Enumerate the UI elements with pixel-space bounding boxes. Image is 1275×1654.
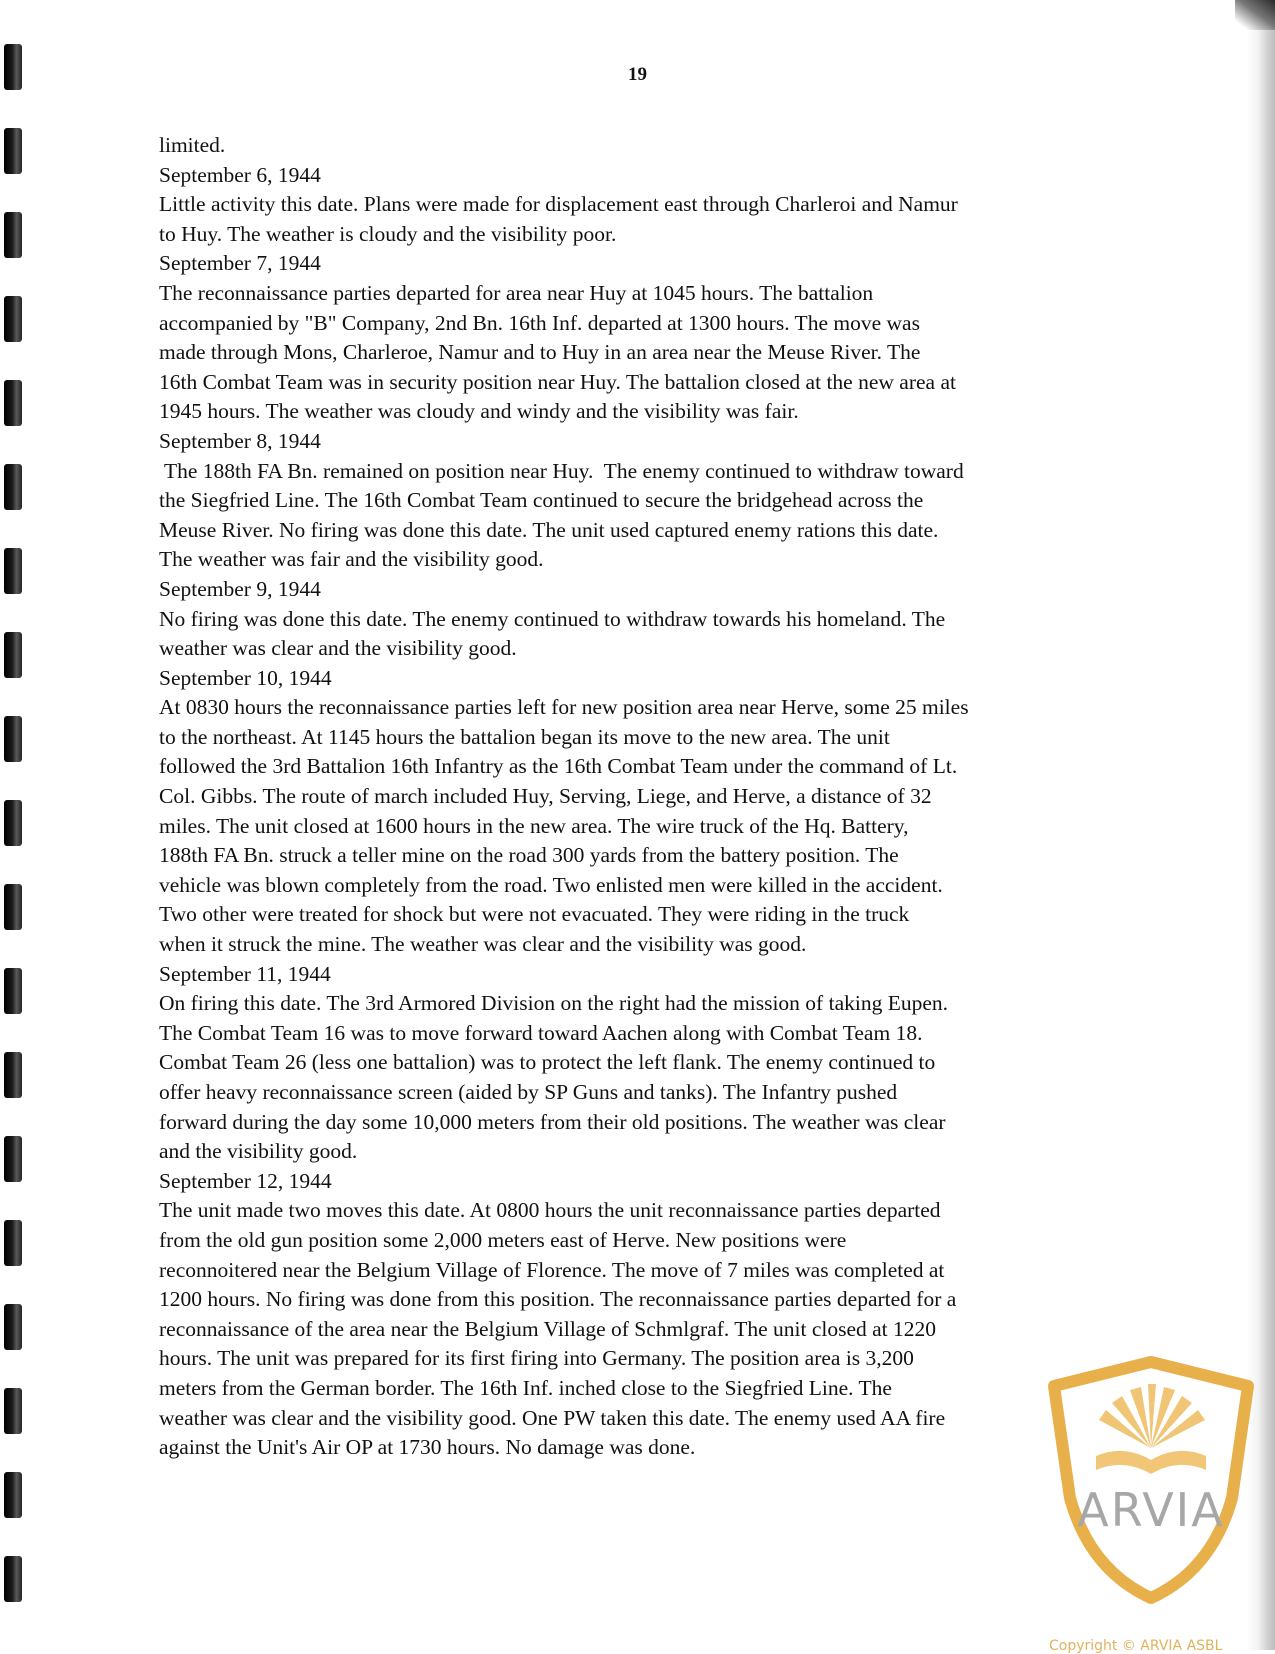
date-heading: September 6, 1944 <box>159 162 321 187</box>
watermark-logo-text: ARVIA <box>1077 1483 1225 1537</box>
text-line: The Combat Team 16 was to move forward toward Aachen along with Combat Team 18. <box>159 1020 923 1045</box>
text-line: weather was clear and the visibility good. One PW taken this date. The enemy used AA fire <box>159 1405 946 1430</box>
text-line: At 0830 hours the reconnaissance parties left for new position area near Herve, some 25 miles <box>159 695 969 720</box>
text-line: weather was clear and the visibility good. <box>159 636 517 661</box>
text-line: 1945 hours. The weather was cloudy and windy and the visibility was fair. <box>159 399 799 424</box>
body-text <box>159 131 1119 1463</box>
text-line: vehicle was blown completely from the road. Two enlisted men were killed in the accident. <box>159 872 943 897</box>
arvia-watermark-logo <box>1036 1348 1266 1610</box>
date-heading: September 8, 1944 <box>159 428 321 453</box>
text-line: and the visibility good. <box>159 1139 358 1164</box>
binding-ring <box>4 1220 22 1266</box>
binding-ring <box>4 1136 22 1182</box>
text-line: limited. <box>159 133 226 157</box>
text-line: 16th Combat Team was in security position near Huy. The battalion closed at the new area at <box>159 369 956 394</box>
binding-ring <box>4 884 22 930</box>
text-line: reconnoitered near the Belgium Village of Florence. The move of 7 miles was completed at <box>159 1257 945 1282</box>
binding-ring <box>4 1388 22 1434</box>
text-line: 1200 hours. No firing was done from this position. The reconnaissance parties departed for a <box>159 1287 957 1312</box>
date-heading: September 10, 1944 <box>159 665 332 690</box>
binding-ring <box>4 1304 22 1350</box>
binding-ring <box>4 968 22 1014</box>
binding-ring <box>4 380 22 426</box>
binding-ring <box>4 632 22 678</box>
binding-ring <box>4 548 22 594</box>
binding-ring <box>4 464 22 510</box>
text-line: The unit made two moves this date. At 0800 hours the unit reconnaissance parties departed <box>159 1198 941 1223</box>
text-line: forward during the day some 10,000 meters from their old positions. The weather was clear <box>159 1109 946 1134</box>
text-line: The reconnaissance parties departed for area near Huy at 1045 hours. The battalion <box>159 280 874 305</box>
binding-ring <box>4 1472 22 1518</box>
text-line: Col. Gibbs. The route of march included Huy, Serving, Liege, and Herve, a distance of 32 <box>159 784 932 809</box>
arvia-shield-icon <box>1036 1348 1266 1610</box>
page-number: 19 <box>628 64 647 85</box>
binding-ring <box>4 1052 22 1098</box>
text-line: when it struck the mine. The weather was clear and the visibility was good. <box>159 932 807 957</box>
text-line: from the old gun position some 2,000 meters east of Herve. New positions were <box>159 1227 847 1252</box>
text-line: hours. The unit was prepared for its first firing into Germany. The position area is 3,200 <box>159 1346 914 1371</box>
text-line: made through Mons, Charleroe, Namur and to Huy in an area near the Meuse River. The <box>159 340 921 365</box>
text-line: Two other were treated for shock but were not evacuated. They were riding in the truck <box>159 902 910 927</box>
text-line: Little activity this date. Plans were made for displacement east through Charleroi and Namur <box>159 192 958 217</box>
text-line: Combat Team 26 (less one battalion) was to protect the left flank. The enemy continued to <box>159 1050 936 1075</box>
text-line: The 188th FA Bn. remained on position near Huy. The enemy continued to withdraw toward <box>159 458 964 483</box>
copyright-notice: Copyright © ARVIA ASBL <box>1049 1638 1223 1654</box>
text-line: against the Unit's Air OP at 1730 hours. No damage was done. <box>159 1435 696 1460</box>
spiral-binding <box>0 40 30 1640</box>
text-line: offer heavy reconnaissance screen (aided by SP Guns and tanks). The Infantry pushed <box>159 1080 898 1104</box>
binding-ring <box>4 128 22 174</box>
page-corner-shadow <box>1235 0 1275 30</box>
date-heading: September 9, 1944 <box>159 576 321 601</box>
date-heading: September 7, 1944 <box>159 251 321 276</box>
text-line: On firing this date. The 3rd Armored Division on the right had the mission of taking Eupen. <box>159 991 949 1016</box>
date-heading: September 12, 1944 <box>159 1168 332 1193</box>
text-line: Meuse River. No firing was done this date. The unit used captured enemy rations this date. <box>159 517 939 542</box>
text-line: to Huy. The weather is cloudy and the visibility poor. <box>159 221 617 246</box>
text-line: meters from the German border. The 16th Inf. inched close to the Siegfried Line. The <box>159 1375 892 1400</box>
text-line: 188th FA Bn. struck a teller mine on the road 300 yards from the battery position. The <box>159 843 899 868</box>
text-line: the Siegfried Line. The 16th Combat Team continued to secure the bridgehead across the <box>159 488 924 513</box>
binding-ring <box>4 800 22 846</box>
binding-ring <box>4 296 22 342</box>
text-line: accompanied by "B" Company, 2nd Bn. 16th Inf. departed at 1300 hours. The move was <box>159 310 920 335</box>
binding-ring <box>4 1556 22 1602</box>
binding-ring <box>4 716 22 762</box>
text-line: No firing was done this date. The enemy continued to withdraw towards his homeland. The <box>159 606 946 631</box>
binding-ring <box>4 212 22 258</box>
date-heading: September 11, 1944 <box>159 961 331 986</box>
text-line: to the northeast. At 1145 hours the battalion began its move to the new area. The unit <box>159 724 890 749</box>
text-line: followed the 3rd Battalion 16th Infantry as the 16th Combat Team under the command of Lt. <box>159 754 958 779</box>
text-line: The weather was fair and the visibility good. <box>159 547 544 572</box>
text-line: miles. The unit closed at 1600 hours in the new area. The wire truck of the Hq. Battery, <box>159 813 909 838</box>
text-line: reconnaissance of the area near the Belgium Village of Schmlgraf. The unit closed at 1220 <box>159 1316 937 1341</box>
